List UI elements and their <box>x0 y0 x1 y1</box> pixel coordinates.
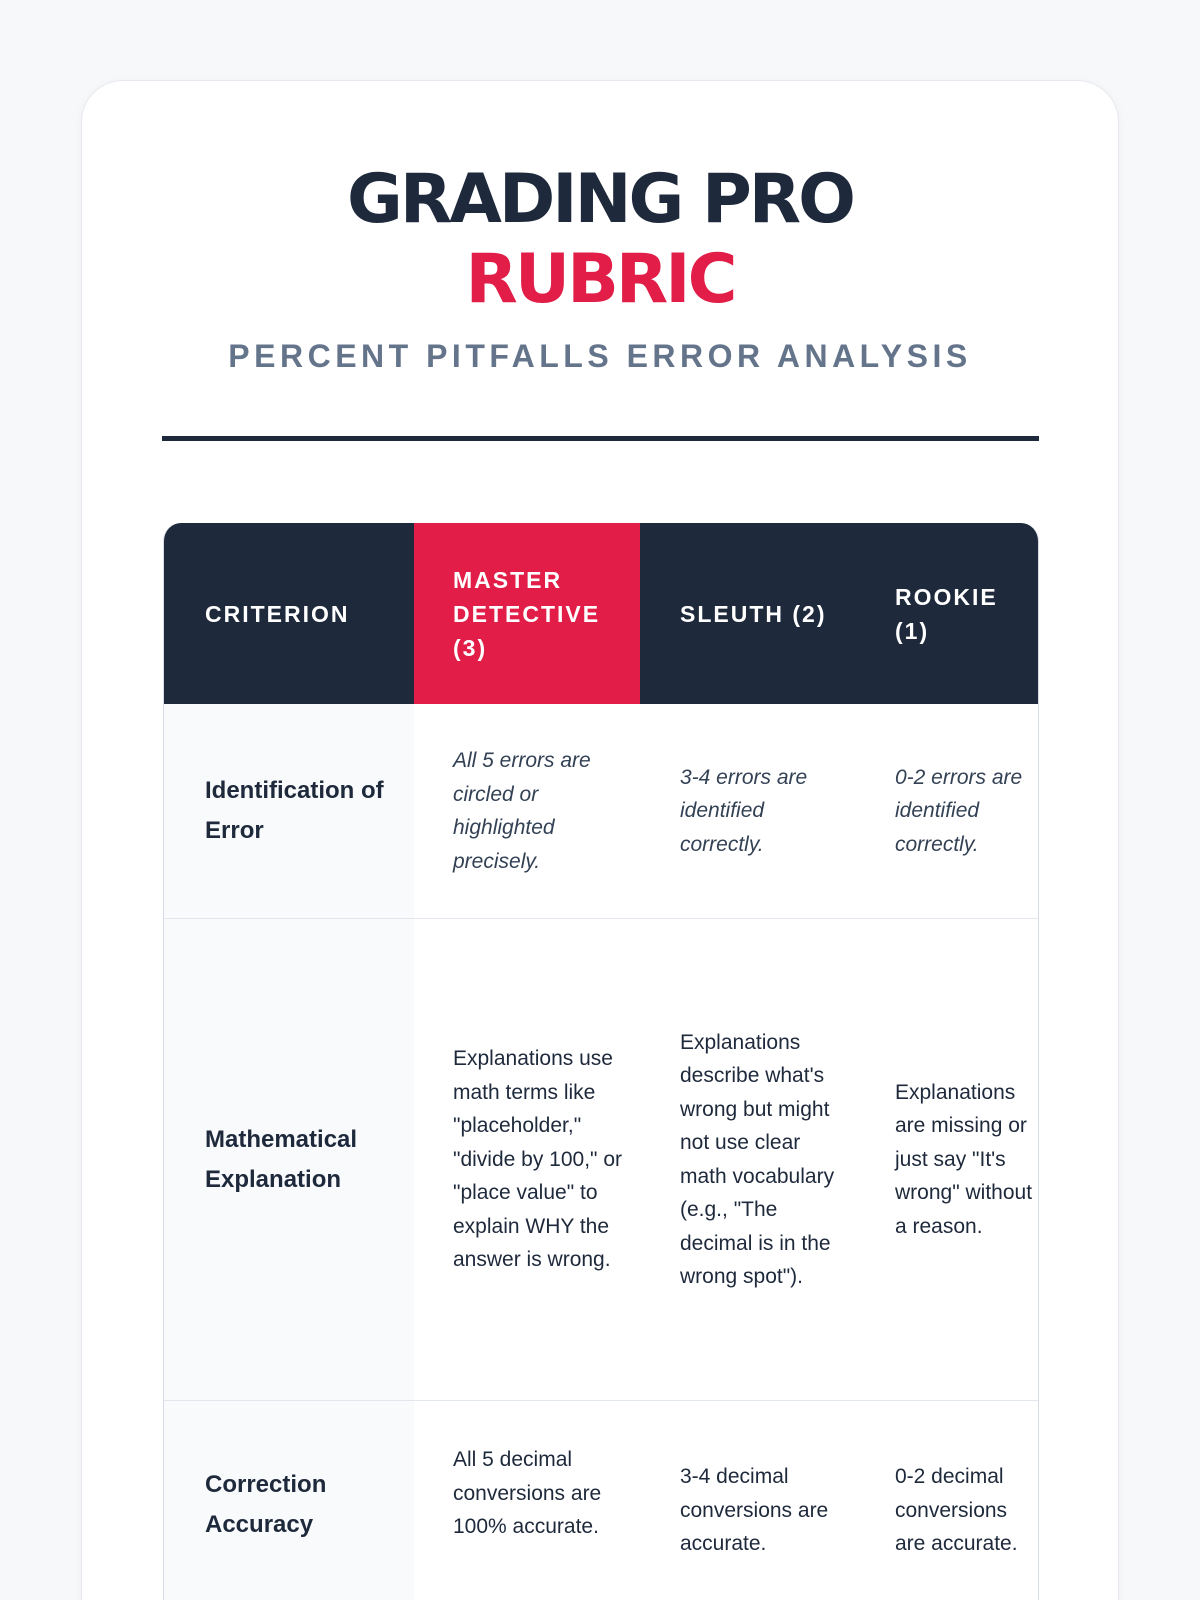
rookie-cell: Explanations are missing or just say "It's wrong" without a reason. <box>895 1080 1033 1238</box>
master-cell: All 5 errors are circled or highlighted precisely. <box>453 749 591 873</box>
divider <box>162 436 1039 441</box>
table-row <box>164 704 1039 919</box>
subtitle: PERCENT PITFALLS ERROR ANALYSIS <box>228 338 972 374</box>
title-rubric: RUBRIC <box>465 240 735 319</box>
criterion-cell: Identification of Error <box>164 704 414 918</box>
title-grading-pro: GRADING PRO <box>347 160 853 239</box>
table-row <box>164 1401 1039 1600</box>
sleuth-cell: 3-4 decimal conversions are accurate. <box>680 1465 829 1555</box>
criterion-cell: Correction Accuracy <box>164 1401 414 1600</box>
header-criterion: CRITERION <box>205 600 350 627</box>
criterion-cell: Mathematical Explanation <box>164 919 414 1400</box>
master-cell: Explanations use math terms like "placeholder," "divide by 100," or "place value" to explain WHY the answer is wrong. <box>453 1047 623 1272</box>
sleuth-cell: Explanations describe what's wrong but might not use clear math vocabulary (e.g., "The decimal is in the wrong spot"). <box>680 1030 835 1288</box>
rookie-cell: 0-2 errors are identified correctly. <box>895 765 1023 856</box>
header-sleuth: SLEUTH (2) <box>680 600 827 627</box>
master-cell: All 5 decimal conversions are 100% accurate. <box>453 1448 602 1538</box>
rookie-cell: 0-2 decimal conversions are accurate. <box>895 1465 1018 1555</box>
rubric-header-row <box>164 523 1039 704</box>
sleuth-cell: 3-4 errors are identified correctly. <box>680 765 808 856</box>
table-row <box>164 919 1039 1401</box>
header-rookie: ROOKIE (1) <box>895 583 998 644</box>
rubric-table <box>163 523 1039 1600</box>
header-master-detective: MASTER DETECTIVE (3) <box>414 523 640 704</box>
